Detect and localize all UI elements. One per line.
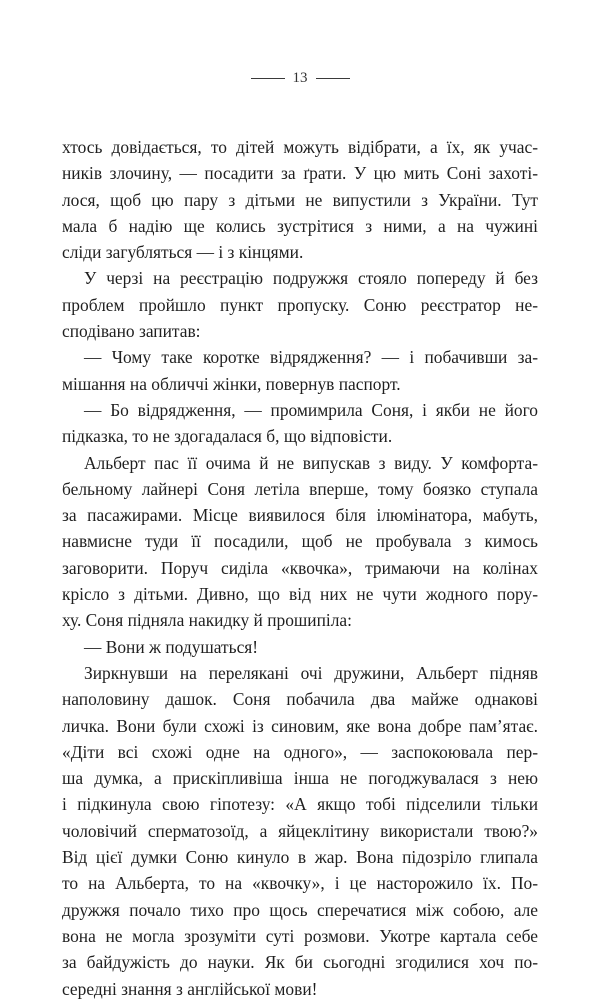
page-number: 13 xyxy=(292,70,308,86)
text-line: середні знання з англійської мови! xyxy=(62,978,318,999)
text-line: личка. Вони були схожі із синовим, яке вона добре пам’ятає. xyxy=(62,715,538,736)
text-line: мішання на обличчі жінки, повернув паспорт. xyxy=(62,373,401,394)
text-line: то на Альберта, то на «квочку», і це насторожило їх. По- xyxy=(62,873,538,894)
text-line: — Чому таке коротке відрядження? — і побачивши за- xyxy=(84,347,538,368)
text-line: вона не могла зрозуміти суті розмови. Укотре картала себе xyxy=(62,925,538,946)
text-line: Альберт пас її очима й не випускав з виду. У комфорта- xyxy=(84,452,538,473)
text-line: У черзі на реєстрацію подружжя стояло попереду й без xyxy=(84,268,538,289)
text-line: дружжя почало тихо про щось сперечатися між собою, але xyxy=(62,899,538,920)
text-line: хтось довідається, то дітей можуть відібрати, а їх, як учас- xyxy=(62,137,538,157)
text-line: крісло з дітьми. Дивно, що від них не чути жодного пору- xyxy=(62,584,538,605)
text-line: ша думка, а прискіпливіша інша не погоджувалася з нею xyxy=(62,768,538,789)
text-line: за пасажирами. Місце виявилося біля ілюмінатора, мабуть, xyxy=(62,505,538,526)
text-line: лося, щоб цю пару з дітьми не випустили з України. Тут xyxy=(62,189,538,210)
text-line: ників злочину, — посадити за ґрати. У цю мить Соні захоті- xyxy=(62,163,538,184)
text-line: сподівано запитав: xyxy=(62,321,201,342)
text-line: проблем пройшло пункт пропуску. Соню реєстратор не- xyxy=(62,294,538,315)
text-line: Зиркнувши на перелякані очі дружини, Альберт підняв xyxy=(84,662,538,683)
text-line: «Діти всі схожі одне на одного», — заспокоювала пер- xyxy=(62,741,538,762)
page-body-text xyxy=(62,134,538,1002)
text-line: за байдужість до науки. Як би сьогодні згодилися хоч по- xyxy=(62,952,538,973)
text-line: — Вони ж подушаться! xyxy=(84,636,259,657)
text-line: чоловічий сперматозоїд, а яйцеклітину використали твою?» xyxy=(62,820,538,841)
text-line: сліди загубляться — і з кінцями. xyxy=(62,242,304,263)
text-line: заговорити. Поруч сиділа «квочка», тримаючи на колінах xyxy=(62,557,538,578)
text-line: підказка, то не здогадалася б, що відповісти. xyxy=(62,426,393,447)
header-rule-right xyxy=(316,78,350,79)
text-line: Від цієї думки Соню кинуло в жар. Вона підозріло глипала xyxy=(62,847,538,868)
header-rule-left xyxy=(251,78,285,79)
text-line: мала б надію ще колись зустрітися з ними, а на чужині xyxy=(62,215,538,236)
page-header xyxy=(0,68,600,88)
text-line: і підкинула свою гіпотезу: «А якщо тобі підселили тільки xyxy=(62,794,538,815)
text-line: ху. Соня підняла накидку й прошипіла: xyxy=(62,610,352,631)
text-line: наполовину дашок. Соня побачила два майже однакові xyxy=(62,689,538,710)
text-line: навмисне туди її посадили, щоб не пробувала з кимось xyxy=(62,531,538,552)
text-line: бельному лайнері Соня летіла вперше, тому боязко ступала xyxy=(62,478,538,499)
text-line: — Бо відрядження, — промимрила Соня, і якби не його xyxy=(84,399,538,420)
